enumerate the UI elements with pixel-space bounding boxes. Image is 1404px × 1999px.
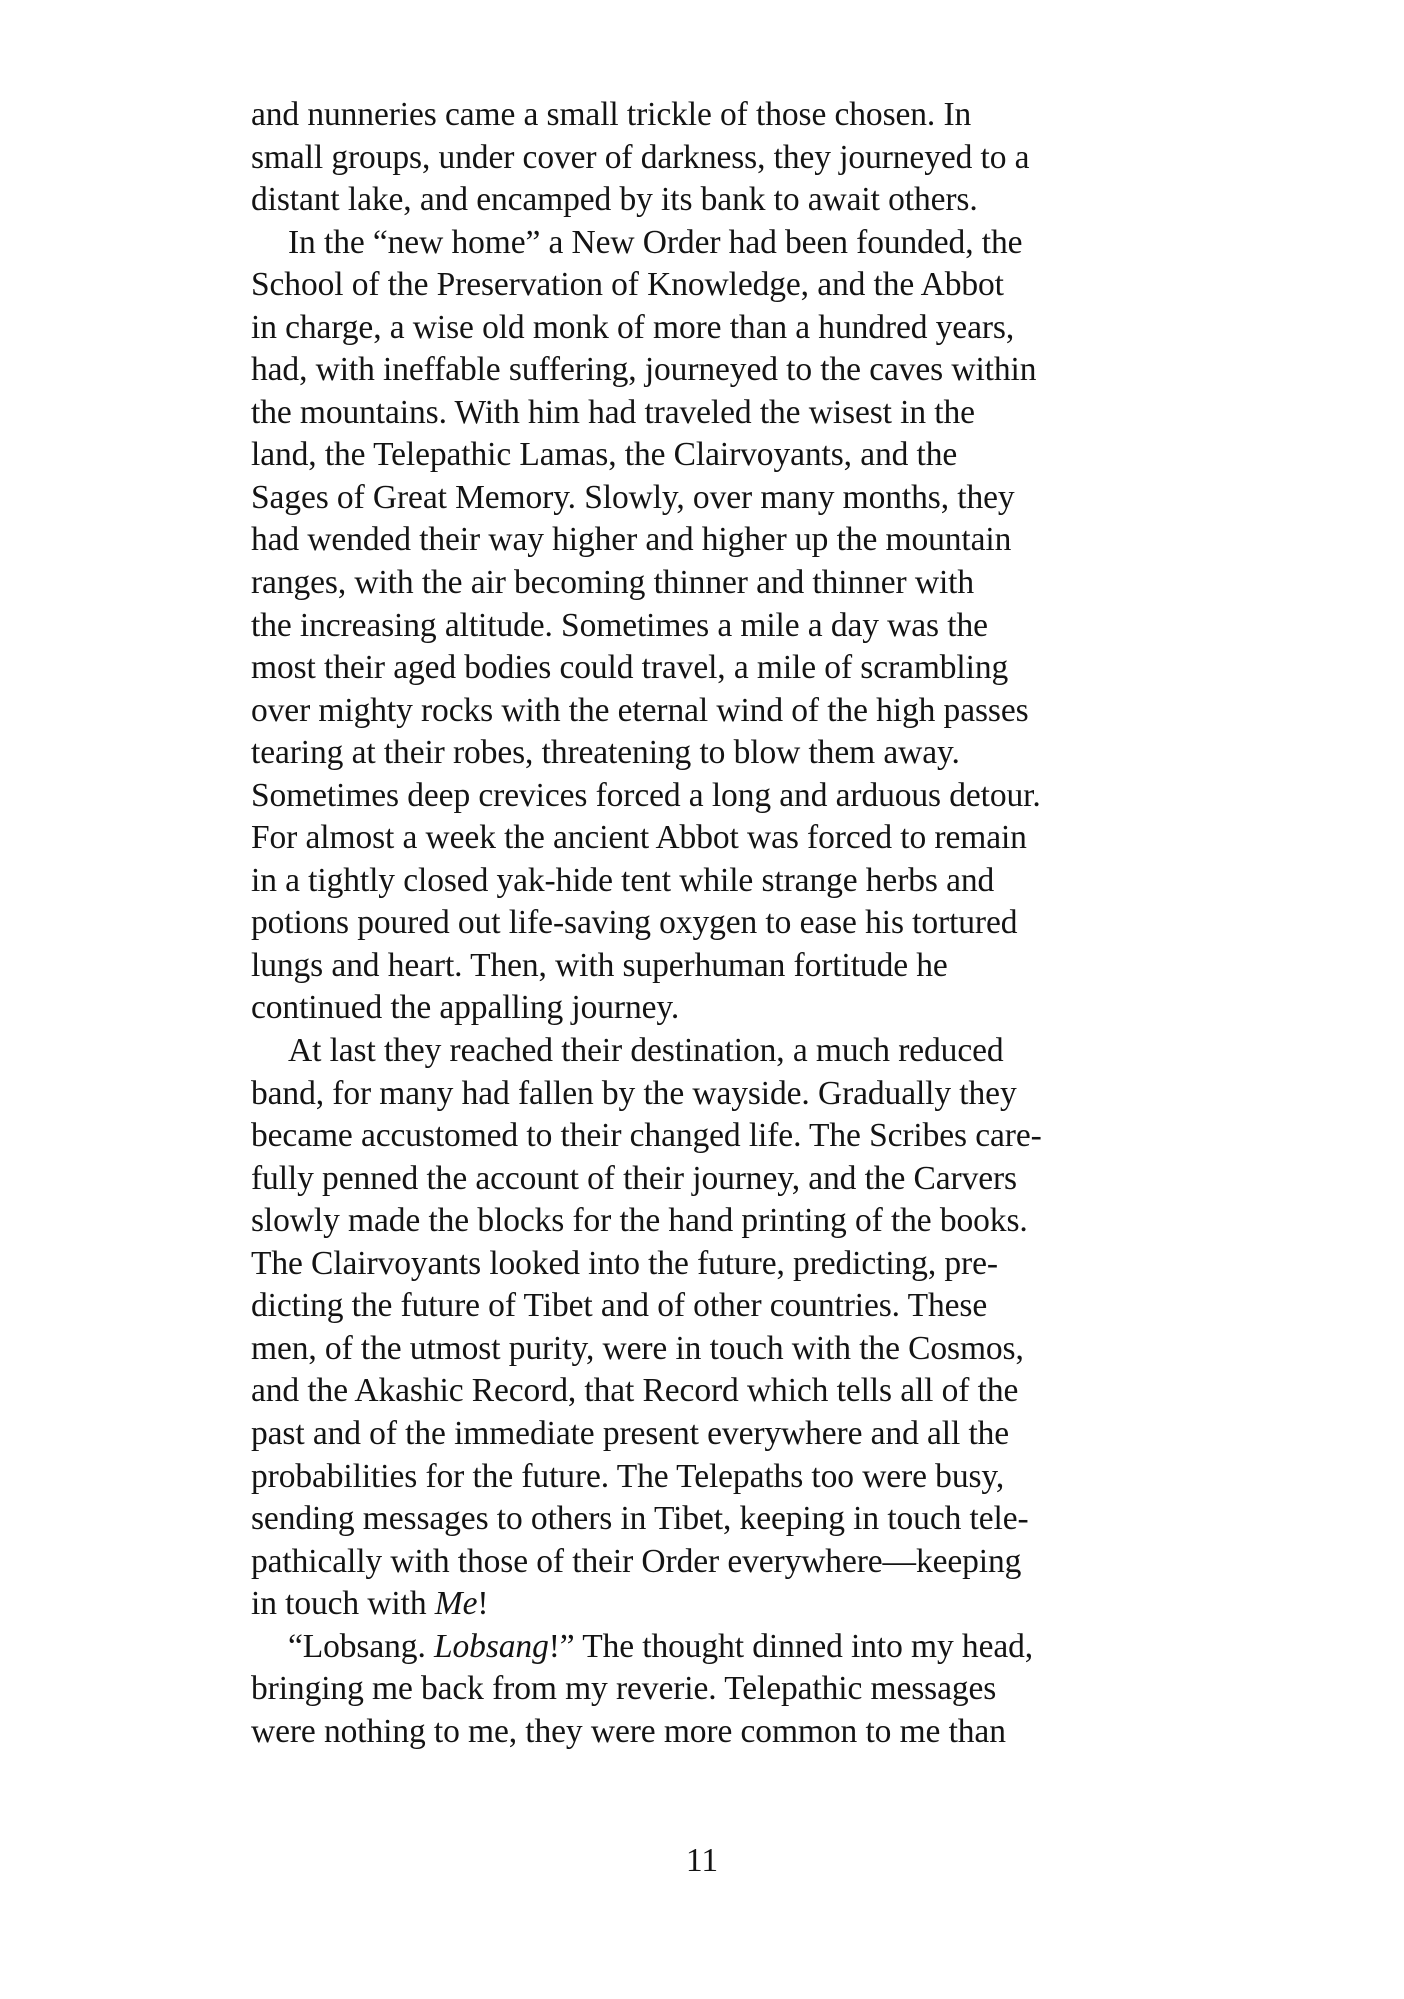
text-line [251,222,1171,265]
text-run: potions poured out life-saving oxygen to ease his tortured [251,904,1018,942]
text-line [251,1158,1171,1201]
text-line [251,987,1171,1030]
text-line [251,307,1171,350]
text-line [251,1200,1171,1243]
text-run: the mountains. With him had traveled the wisest in the [251,393,975,431]
text-run: lungs and heart. Then, with superhuman fortitude he [251,946,948,984]
text-line [251,1498,1171,1541]
text-run: At last they reached their destination, a much reduced [288,1032,1004,1070]
text-run: “Lobsang. [288,1627,434,1665]
text-line [251,1115,1171,1158]
text-line [251,1243,1171,1286]
text-run: in touch with [251,1585,435,1623]
text-line [251,264,1171,307]
text-run: fully penned the account of their journey, and the Carvers [251,1159,1017,1197]
text-line [251,1668,1171,1711]
text-line [251,1073,1171,1116]
italic-text: Lobsang [434,1627,549,1665]
text-run: had, with ineffable suffering, journeyed to the caves within [251,351,1037,389]
text-line [251,434,1171,477]
text-run: sending messages to others in Tibet, keeping in touch tele- [251,1500,1029,1538]
text-run: the increasing altitude. Sometimes a mile a day was the [251,606,988,644]
paragraph [251,1030,1171,1626]
text-run: ranges, with the air becoming thinner and thinner with [251,564,975,602]
text-run: men, of the utmost purity, were in touch with the Cosmos, [251,1329,1024,1367]
text-line [251,1541,1171,1584]
text-line [251,1285,1171,1328]
text-run: For almost a week the ancient Abbot was forced to remain [251,819,1027,857]
text-line [251,647,1171,690]
text-line [251,519,1171,562]
text-line [251,137,1171,180]
text-line [251,1626,1171,1669]
text-line [251,94,1171,137]
text-run: had wended their way higher and higher up the mountain [251,521,1012,559]
text-run: in charge, a wise old monk of more than a hundred years, [251,308,1015,346]
text-run: distant lake, and encamped by its bank to await others. [251,181,978,219]
text-run: over mighty rocks with the eternal wind of the high passes [251,691,1029,729]
text-line [251,392,1171,435]
text-run: slowly made the blocks for the hand printing of the books. [251,1202,1028,1240]
text-run: and nunneries came a small trickle of those chosen. In [251,96,972,133]
text-line [251,732,1171,775]
paragraph [251,1626,1171,1754]
text-line [251,605,1171,648]
text-run: land, the Telepathic Lamas, the Clairvoyants, and the [251,436,958,474]
text-run: Sages of Great Memory. Slowly, over many months, they [251,478,1015,516]
text-run: The Clairvoyants looked into the future, predicting, pre- [251,1244,998,1282]
italic-text: Me [434,1585,478,1623]
text-run: were nothing to me, they were more common to me than [251,1712,1006,1750]
text-line [251,1328,1171,1371]
text-run: past and of the immediate present everywhere and all the [251,1414,1010,1452]
text-run: ! [477,1585,489,1623]
text-run: tearing at their robes, threatening to blow them away. [251,734,960,772]
text-line [251,1030,1171,1073]
text-run: In the “new home” a New Order had been founded, the [288,223,1023,261]
text-line [251,349,1171,392]
text-run: in a tightly closed yak-hide tent while strange herbs and [251,861,995,899]
text-run: most their aged bodies could travel, a mile of scrambling [251,649,1009,687]
text-line [251,817,1171,860]
text-run: band, for many had fallen by the wayside. Gradually they [251,1074,1017,1112]
text-line [251,902,1171,945]
text-run: dicting the future of Tibet and of other countries. These [251,1287,988,1325]
body-text [251,94,1171,1753]
text-line [251,1456,1171,1499]
text-run: bringing me back from my reverie. Telepathic messages [251,1670,997,1708]
text-run: !” The thought dinned into my head, [548,1627,1034,1665]
text-run: Sometimes deep crevices forced a long and arduous detour. [251,776,1041,814]
text-line [251,1711,1171,1754]
text-run: pathically with those of their Order everywhere—keeping [251,1542,1022,1580]
text-run: School of the Preservation of Knowledge, and the Abbot [251,266,1004,304]
text-line [251,1413,1171,1456]
text-line [251,690,1171,733]
text-run: continued the appalling journey. [251,989,680,1027]
text-line [251,860,1171,903]
text-line [251,945,1171,988]
text-line [251,1370,1171,1413]
text-run: became accustomed to their changed life. The Scribes care- [251,1117,1042,1155]
text-run: probabilities for the future. The Telepaths too were busy, [251,1457,1005,1495]
text-run: and the Akashic Record, that Record which tells all of the [251,1372,1019,1410]
text-line [251,179,1171,222]
text-line [251,1583,1171,1626]
text-line [251,477,1171,520]
text-run: small groups, under cover of darkness, they journeyed to a [251,138,1030,176]
text-line [251,562,1171,605]
text-line [251,775,1171,818]
page-number: 11 [685,1842,719,1879]
paragraph [251,222,1171,1030]
paragraph [251,94,1171,222]
